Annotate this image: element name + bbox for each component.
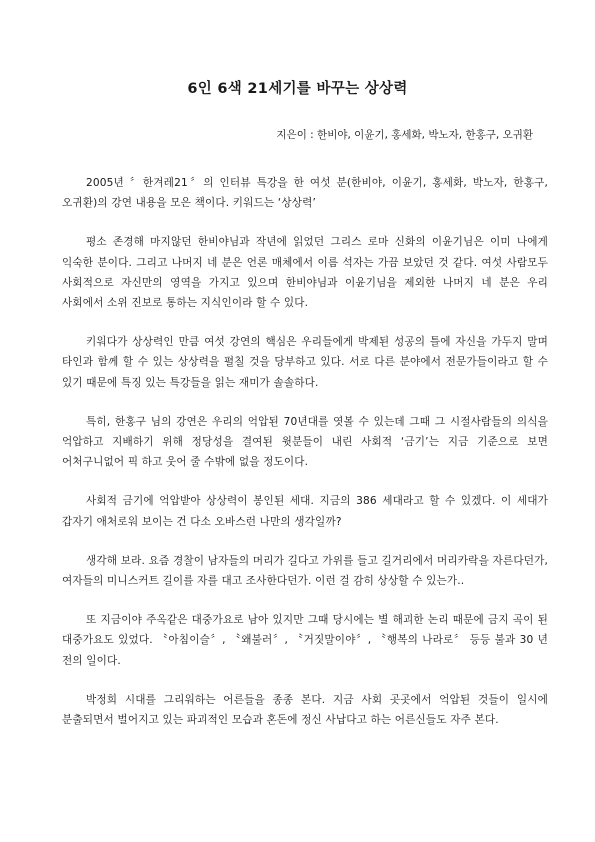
paragraph: 사회적 금기에 억압받아 상상력이 봉인된 세대. 지금의 386 세대라고 할 수 있겠다. 이 세대가 갑자기 애처로워 보이는 건 다소 오바스런 나만의 생각일까? <box>62 495 548 528</box>
paragraph: 2005년 〞한겨레21〞의 인터뷰 특강을 한 여섯 분(한비야, 이윤기, 홍세화, 박노자, 한홍구, 오귀환)의 강연 내용을 모은 책이다. 키워드는 ‘상상력’ <box>62 177 548 210</box>
paragraph: 박정희 시대를 그리워하는 어른들을 종종 본다. 지금 사회 곳곳에서 억압된 것들이 일시에 분출되면서 벌어지고 있는 파괴적인 모습과 혼돈에 정신 사납다고 하는 어른신들도 자주 본다. <box>62 693 548 727</box>
paragraph: 특히, 한홍구 님의 강연은 우리의 억압된 70년대를 엿볼 수 있는데 그때 그 시절사람들의 의식을 억압하고 지배하기 위해 정당성을 결여된 윗분들이 내린 사회적 ‘금기’는 지금 기준으로 보면 어처구니없어 픽 하고 웃어 줄 수밖에 없을 정도이다. <box>62 415 548 469</box>
page-title: 6인 6색 21세기를 바꾸는 상상력 <box>187 81 408 97</box>
body-text <box>62 173 548 749</box>
paragraph: 평소 존경해 마지않던 한비야님과 작년에 읽었던 그리스 로마 신화의 이윤기님은 이미 나에게 익숙한 분이다. 그리고 나머지 네 분은 언론 매체에서 이름 석자는 가끔 보았던 것 같다. 여섯 사람모두 사회적으로 자신만의 영역을 가지고 있으며 한비야님과 이윤기님을 제외한 나머지 네 분은 우리 사회에서 소위 진보로 통하는 지식인이라 할 수 있다. <box>62 236 548 310</box>
authors-line: 지은이 : 한비야, 이윤기, 홍세화, 박노자, 한홍구, 오귀환 <box>276 129 533 141</box>
paragraph: 생각해 보라. 요즘 경찰이 남자들의 머리가 길다고 가위를 들고 길거리에서 머리카락을 자른다던가, 여자들의 미니스커트 길이를 자를 대고 조사한다던가. 이런 걸 감히 상상할 수 있는가.. <box>62 554 548 588</box>
paragraph: 키워다가 상상력인 만큼 여섯 강연의 핵심은 우리들에게 박제된 성공의 틀에 자신을 가두지 말며 타인과 함께 할 수 있는 상상력을 펼칠 것을 당부하고 있다. 서로 다른 분야에서 전문가들이라고 할 수 있기 때문에 특징 있는 특강들을 읽는 재미가 솔솔하다. <box>62 336 548 389</box>
paragraph: 또 지금이야 주옥같은 대중가요로 남아 있지만 그때 당시에는 별 해괴한 논리 때문에 금지 곡이 된 대중가요도 있었다. 〝아침이슬〞, 〝왜불러〞, 〝거짓말이야〞, 〝행복의 나라로〞 등등 불과 30 년 전의 일이다. <box>62 614 548 667</box>
